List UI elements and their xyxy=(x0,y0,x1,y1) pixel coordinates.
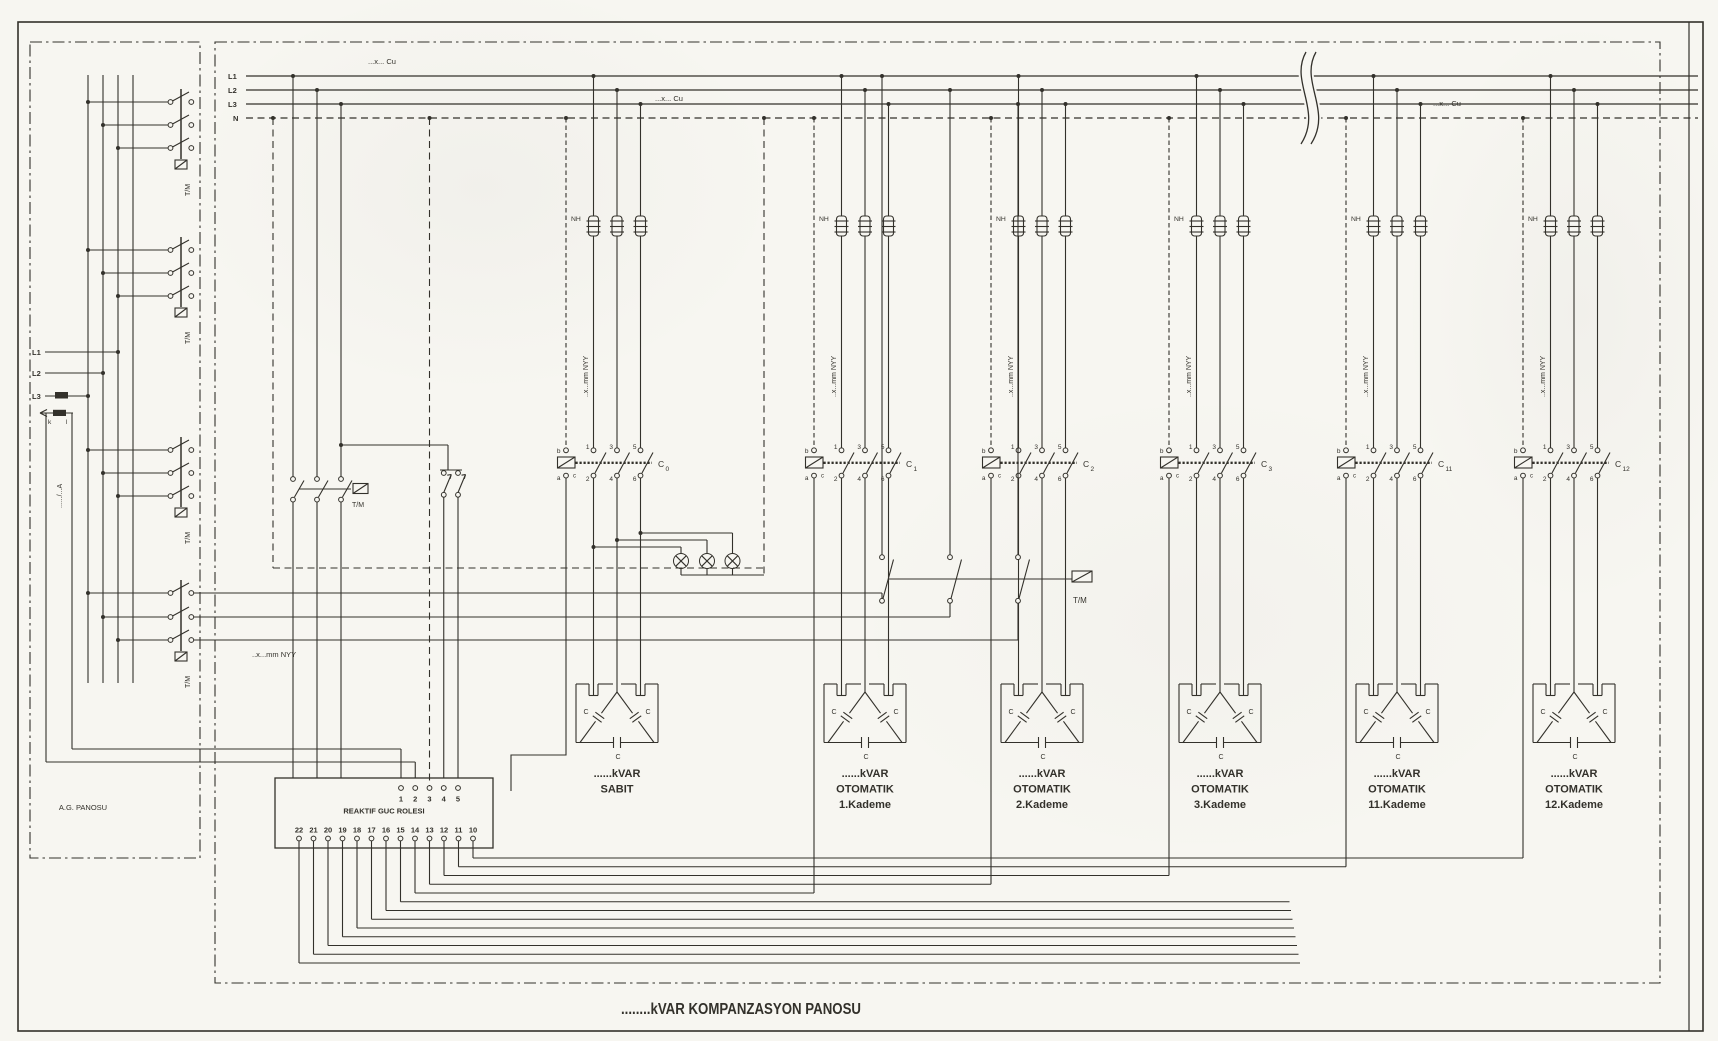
svg-text:C: C xyxy=(863,754,869,761)
svg-text:C: C xyxy=(1395,754,1401,761)
nh-fuse-icon xyxy=(1035,216,1049,236)
contactor-name: C xyxy=(1261,459,1268,469)
contactor-sub: 11 xyxy=(1445,466,1453,473)
svg-text:a: a xyxy=(1336,475,1341,482)
svg-text:5: 5 xyxy=(1589,444,1594,451)
stage-label-2: OTOMATIK xyxy=(1191,783,1249,796)
capacitor-bank-icon xyxy=(1001,684,1083,761)
svg-text:6: 6 xyxy=(1057,476,1062,483)
svg-text:15: 15 xyxy=(396,825,405,835)
stage-label-1: ......kVAR xyxy=(1373,768,1421,780)
feeder-breaker-icon xyxy=(86,89,194,196)
svg-text:C: C xyxy=(1008,709,1014,716)
capacitor-bank-icon xyxy=(1179,684,1261,761)
lamp-icon xyxy=(725,554,740,569)
nh-fuse-icon xyxy=(1237,216,1251,236)
svg-text:C: C xyxy=(1248,709,1254,716)
svg-text:6: 6 xyxy=(880,476,885,483)
lamp-icon xyxy=(674,554,689,569)
svg-text:3: 3 xyxy=(609,444,613,451)
ag-panel-label: A.G. PANOSU xyxy=(58,803,108,812)
svg-text:18: 18 xyxy=(352,825,362,835)
lamp-icon xyxy=(700,554,715,569)
ct-circuit xyxy=(32,348,415,786)
stage-1.kademe xyxy=(805,74,918,893)
svg-text:C: C xyxy=(1363,709,1369,716)
fuse-label: NH xyxy=(1174,216,1184,223)
svg-text:11: 11 xyxy=(454,825,463,835)
svg-text:2: 2 xyxy=(1365,476,1370,483)
page-title: ........kVAR KOMPANZASYON PANOSU xyxy=(621,1001,861,1018)
contactor-sub: 3 xyxy=(1268,466,1273,473)
svg-text:6: 6 xyxy=(1412,476,1417,483)
stage-label-2: OTOMATIK xyxy=(1545,783,1603,796)
nh-fuse-icon xyxy=(1591,216,1605,236)
svg-text:c: c xyxy=(821,473,824,480)
nh-fuse-icon xyxy=(835,216,849,236)
contactor-name: C xyxy=(1615,459,1622,469)
nh-fuse-icon xyxy=(1414,216,1428,236)
nh-fuse-icon xyxy=(1213,216,1227,236)
stage-label-1: ......kVAR xyxy=(1018,768,1066,780)
svg-text:5: 5 xyxy=(632,444,637,451)
svg-text:4: 4 xyxy=(609,476,613,483)
contactor-icon xyxy=(1160,444,1273,483)
svg-text:L1: L1 xyxy=(32,348,41,357)
nh-fuse-icon xyxy=(1567,216,1581,236)
bus-label-n: N xyxy=(233,114,239,123)
svg-text:c: c xyxy=(573,473,576,480)
svg-text:C: C xyxy=(615,754,621,761)
svg-text:C: C xyxy=(1425,709,1431,716)
svg-text:a: a xyxy=(1513,475,1518,482)
capacitor-bank-icon xyxy=(824,684,906,761)
svg-text:14: 14 xyxy=(410,825,420,835)
svg-text:b: b xyxy=(1336,448,1341,455)
svg-text:6: 6 xyxy=(632,476,637,483)
relay-label: REAKTIF GUC ROLESI xyxy=(343,806,425,816)
contactor-icon xyxy=(557,444,670,483)
svg-text:4: 4 xyxy=(1566,476,1570,483)
svg-text:L2: L2 xyxy=(32,369,41,378)
capacitor-bank-icon xyxy=(1533,684,1615,761)
svg-text:3: 3 xyxy=(427,794,432,804)
bus-cable-label: ...x... Cu xyxy=(368,57,396,66)
stage-label-3: 3.Kademe xyxy=(1194,799,1246,811)
svg-text:5: 5 xyxy=(1235,444,1240,451)
svg-text:l: l xyxy=(66,419,68,426)
capacitor-bank-icon xyxy=(1356,684,1438,761)
svg-text:C: C xyxy=(583,709,589,716)
contactor-icon xyxy=(982,444,1095,483)
contactor-name: C xyxy=(1083,459,1090,469)
svg-text:C: C xyxy=(1602,709,1608,716)
fuse-label: NH xyxy=(1528,216,1538,223)
nh-fuse-icon xyxy=(1059,216,1073,236)
bus-label-l1: L1 xyxy=(228,72,237,81)
contactor-name: C xyxy=(1438,459,1445,469)
contactor-sub: 0 xyxy=(665,466,670,473)
stage-label-2: SABIT xyxy=(600,783,634,796)
feeder-breaker-icon xyxy=(86,237,194,344)
relay-supply-switches xyxy=(339,443,466,786)
feeder-breaker-label: T/M xyxy=(185,675,192,688)
svg-text:5: 5 xyxy=(1057,444,1062,451)
svg-text:a: a xyxy=(804,475,809,482)
svg-text:2: 2 xyxy=(833,476,838,483)
svg-text:a: a xyxy=(1159,475,1164,482)
svg-text:C: C xyxy=(831,709,837,716)
contactor-sub: 12 xyxy=(1622,466,1630,473)
contactor-name: C xyxy=(906,459,913,469)
fuse-label: NH xyxy=(571,216,581,223)
incoming-breaker xyxy=(194,74,1093,659)
svg-text:5: 5 xyxy=(880,444,885,451)
svg-text:1: 1 xyxy=(833,444,838,451)
borders xyxy=(18,22,1703,1031)
incoming-breaker-label: T/M xyxy=(1073,596,1087,605)
svg-text:C: C xyxy=(1070,709,1076,716)
breaker-trip-icon xyxy=(1072,571,1092,582)
stage-label-2: OTOMATIK xyxy=(1368,783,1426,796)
breaker-trip-icon xyxy=(353,484,368,494)
svg-text:k: k xyxy=(48,419,52,426)
nh-fuse-icon xyxy=(1190,216,1204,236)
svg-text:2: 2 xyxy=(1188,476,1193,483)
nh-fuse-icon xyxy=(1367,216,1381,236)
svg-text:a: a xyxy=(981,475,986,482)
stage-cable-label: ..x...mm NYY xyxy=(1363,355,1370,397)
svg-text:3: 3 xyxy=(857,444,861,451)
nh-fuse-icon xyxy=(882,216,896,236)
svg-text:10: 10 xyxy=(468,825,478,835)
svg-text:4: 4 xyxy=(1212,476,1216,483)
contactor-icon xyxy=(1337,444,1453,483)
svg-text:6: 6 xyxy=(1235,476,1240,483)
svg-text:4: 4 xyxy=(1034,476,1038,483)
bus-cable-label: ...x... Cu xyxy=(1433,99,1461,108)
stage-2.kademe xyxy=(982,74,1095,884)
cable-label: ..x...mm NYY xyxy=(252,650,297,659)
stage-cable-label: ..x...mm NYY xyxy=(831,355,838,397)
nh-fuse-icon xyxy=(858,216,872,236)
svg-text:5: 5 xyxy=(1412,444,1417,451)
svg-text:C: C xyxy=(1186,709,1192,716)
stage-label-1: ......kVAR xyxy=(841,768,889,780)
svg-text:17: 17 xyxy=(367,825,376,835)
feeder-breaker-icon xyxy=(86,580,194,688)
line-break-icon xyxy=(1301,52,1319,144)
stage-label-3: 1.Kademe xyxy=(839,799,891,811)
svg-text:c: c xyxy=(1530,473,1533,480)
busbars xyxy=(228,57,1698,123)
svg-text:3: 3 xyxy=(1566,444,1570,451)
contactor-icon xyxy=(1514,444,1630,483)
nh-fuse-icon xyxy=(634,216,648,236)
svg-text:1: 1 xyxy=(1365,444,1370,451)
svg-text:13: 13 xyxy=(425,825,434,835)
svg-text:C: C xyxy=(1040,754,1046,761)
svg-text:5: 5 xyxy=(455,794,461,804)
svg-text:1: 1 xyxy=(585,444,590,451)
svg-text:3: 3 xyxy=(1034,444,1038,451)
fuse-label: NH xyxy=(1351,216,1361,223)
svg-text:b: b xyxy=(981,448,986,455)
stage-label-1: ......kVAR xyxy=(1196,768,1244,780)
nh-fuse-icon xyxy=(1390,216,1404,236)
feeder-breaker-label: T/M xyxy=(185,331,192,344)
svg-text:22: 22 xyxy=(294,825,304,835)
svg-text:2: 2 xyxy=(585,476,590,483)
svg-text:C: C xyxy=(1572,754,1578,761)
feeder-breaker-icon xyxy=(86,437,194,544)
svg-text:2: 2 xyxy=(1542,476,1547,483)
svg-text:2: 2 xyxy=(413,794,418,804)
svg-text:b: b xyxy=(804,448,809,455)
svg-text:L3: L3 xyxy=(32,392,41,401)
panel-breaker-label: T/M xyxy=(352,502,365,509)
stage-cable-label: ..x...mm NYY xyxy=(583,355,590,397)
title xyxy=(621,1001,861,1018)
svg-text:a: a xyxy=(556,475,561,482)
svg-text:16: 16 xyxy=(381,825,391,835)
svg-text:1: 1 xyxy=(1542,444,1547,451)
svg-text:c: c xyxy=(1353,473,1356,480)
stage-label-3: 11.Kademe xyxy=(1368,799,1426,811)
stage-12.kademe xyxy=(1514,74,1630,858)
svg-text:b: b xyxy=(1513,448,1518,455)
contactor-sub: 1 xyxy=(913,466,918,473)
stage-11.kademe xyxy=(1337,74,1453,867)
stage-label-3: 2.Kademe xyxy=(1016,799,1068,811)
stage-cable-label: ..x...mm NYY xyxy=(1008,355,1015,397)
svg-text:4: 4 xyxy=(857,476,861,483)
bus-label-l3: L3 xyxy=(228,100,237,109)
stage-cable-label: ..x...mm NYY xyxy=(1540,355,1547,397)
fuse-label: NH xyxy=(996,216,1006,223)
capacitor-bank-icon xyxy=(576,684,658,761)
bus-cable-label: ...x... Cu xyxy=(655,94,683,103)
svg-text:c: c xyxy=(998,473,1001,480)
stage-label-1: ......kVAR xyxy=(1550,768,1598,780)
stage-sabit xyxy=(511,74,670,796)
panel-breaker xyxy=(291,74,368,778)
svg-text:4: 4 xyxy=(1389,476,1393,483)
svg-text:21: 21 xyxy=(309,825,318,835)
fuse-label: NH xyxy=(819,216,829,223)
ag-panel xyxy=(32,75,418,812)
nh-fuse-icon xyxy=(610,216,624,236)
svg-text:20: 20 xyxy=(323,825,333,835)
reactive-power-relay xyxy=(275,116,493,848)
svg-text:1: 1 xyxy=(1188,444,1193,451)
stage-3.kademe xyxy=(1160,74,1273,876)
contactor-icon xyxy=(805,444,918,483)
feeder-breaker-label: T/M xyxy=(185,531,192,544)
ct-ratio-label: ....../...A xyxy=(57,483,64,508)
stage-label-2: OTOMATIK xyxy=(836,783,894,796)
svg-text:C: C xyxy=(1540,709,1546,716)
control-wire-bundle xyxy=(299,841,1523,963)
nh-fuse-icon xyxy=(1544,216,1558,236)
stage-label-1: ......kVAR xyxy=(593,768,641,780)
svg-text:1: 1 xyxy=(1010,444,1015,451)
indicator-lamps xyxy=(271,116,766,575)
contactor-sub: 2 xyxy=(1090,466,1095,473)
svg-text:b: b xyxy=(556,448,561,455)
svg-text:1: 1 xyxy=(398,794,404,804)
svg-text:C: C xyxy=(893,709,899,716)
feeder-breaker-label: T/M xyxy=(185,183,192,196)
svg-text:c: c xyxy=(1176,473,1179,480)
svg-text:C: C xyxy=(1218,754,1224,761)
svg-text:19: 19 xyxy=(338,825,347,835)
stage-label-2: OTOMATIK xyxy=(1013,783,1071,796)
svg-text:2: 2 xyxy=(1010,476,1015,483)
svg-text:3: 3 xyxy=(1389,444,1393,451)
stage-label-3: 12.Kademe xyxy=(1544,799,1604,811)
svg-text:3: 3 xyxy=(1212,444,1216,451)
svg-text:C: C xyxy=(645,709,651,716)
nh-fuse-icon xyxy=(587,216,601,236)
contactor-name: C xyxy=(658,459,665,469)
svg-text:6: 6 xyxy=(1589,476,1594,483)
bus-label-l2: L2 xyxy=(228,86,237,95)
svg-text:b: b xyxy=(1159,448,1164,455)
svg-text:12: 12 xyxy=(439,825,449,835)
stage-cable-label: ..x...mm NYY xyxy=(1186,355,1193,397)
svg-text:4: 4 xyxy=(441,794,446,804)
